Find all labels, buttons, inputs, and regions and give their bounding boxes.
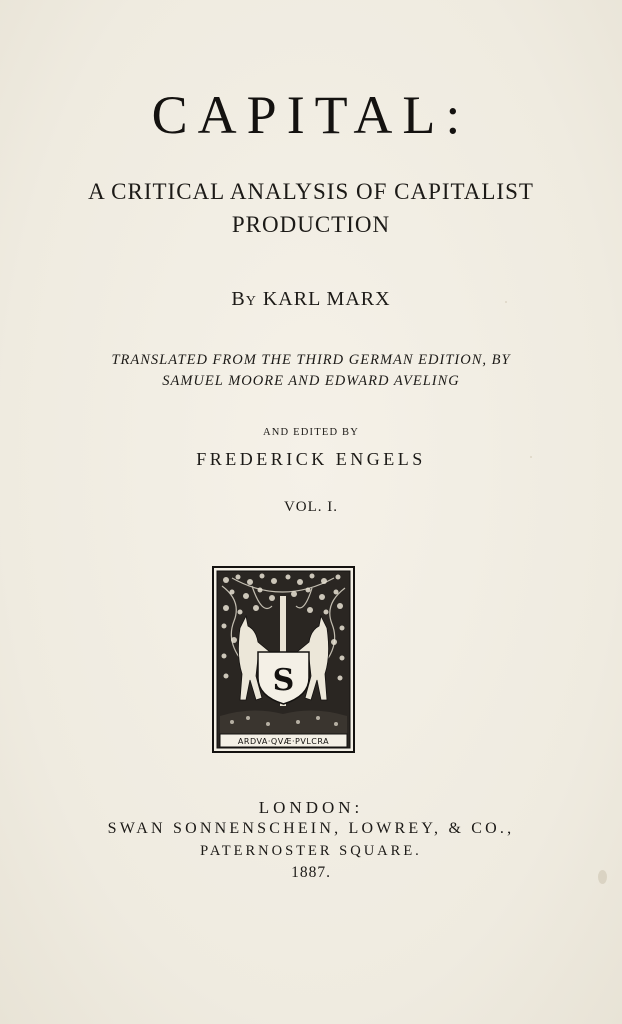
translation-line-1: TRANSLATED FROM THE THIRD GERMAN EDITION, BY (111, 352, 511, 368)
imprint-publisher: SWAN SONNENSCHEIN, LOWREY, & CO., (107, 820, 515, 837)
imprint-city: LONDON: (258, 798, 364, 817)
author-line (0, 288, 622, 311)
author-name: KARL MARX (262, 288, 391, 310)
imprint-year: 1887. (291, 864, 331, 881)
book-title: CAPITAL: (151, 85, 471, 145)
paper-speck (598, 870, 607, 884)
editor-name: FREDERICK ENGELS (196, 449, 426, 469)
subtitle-line-1: A CRITICAL ANALYSIS OF CAPITALIST (88, 179, 534, 204)
subtitle-line-2: PRODUCTION (231, 212, 391, 237)
publisher-emblem (212, 566, 355, 753)
translation-line-2: SAMUEL MOORE AND EDWARD AVELING (162, 373, 460, 389)
edited-by-label: AND EDITED BY (262, 427, 360, 438)
emblem-motto: ARDVA·QVÆ·PVLCRA (237, 737, 330, 746)
imprint-address: PATERNOSTER SQUARE. (200, 843, 422, 859)
author-prefix: By (231, 288, 257, 310)
paper-speck (530, 456, 532, 458)
paper-speck (505, 301, 507, 303)
volume-number: VOL. I. (283, 499, 339, 515)
svg-text:S: S (272, 663, 295, 698)
